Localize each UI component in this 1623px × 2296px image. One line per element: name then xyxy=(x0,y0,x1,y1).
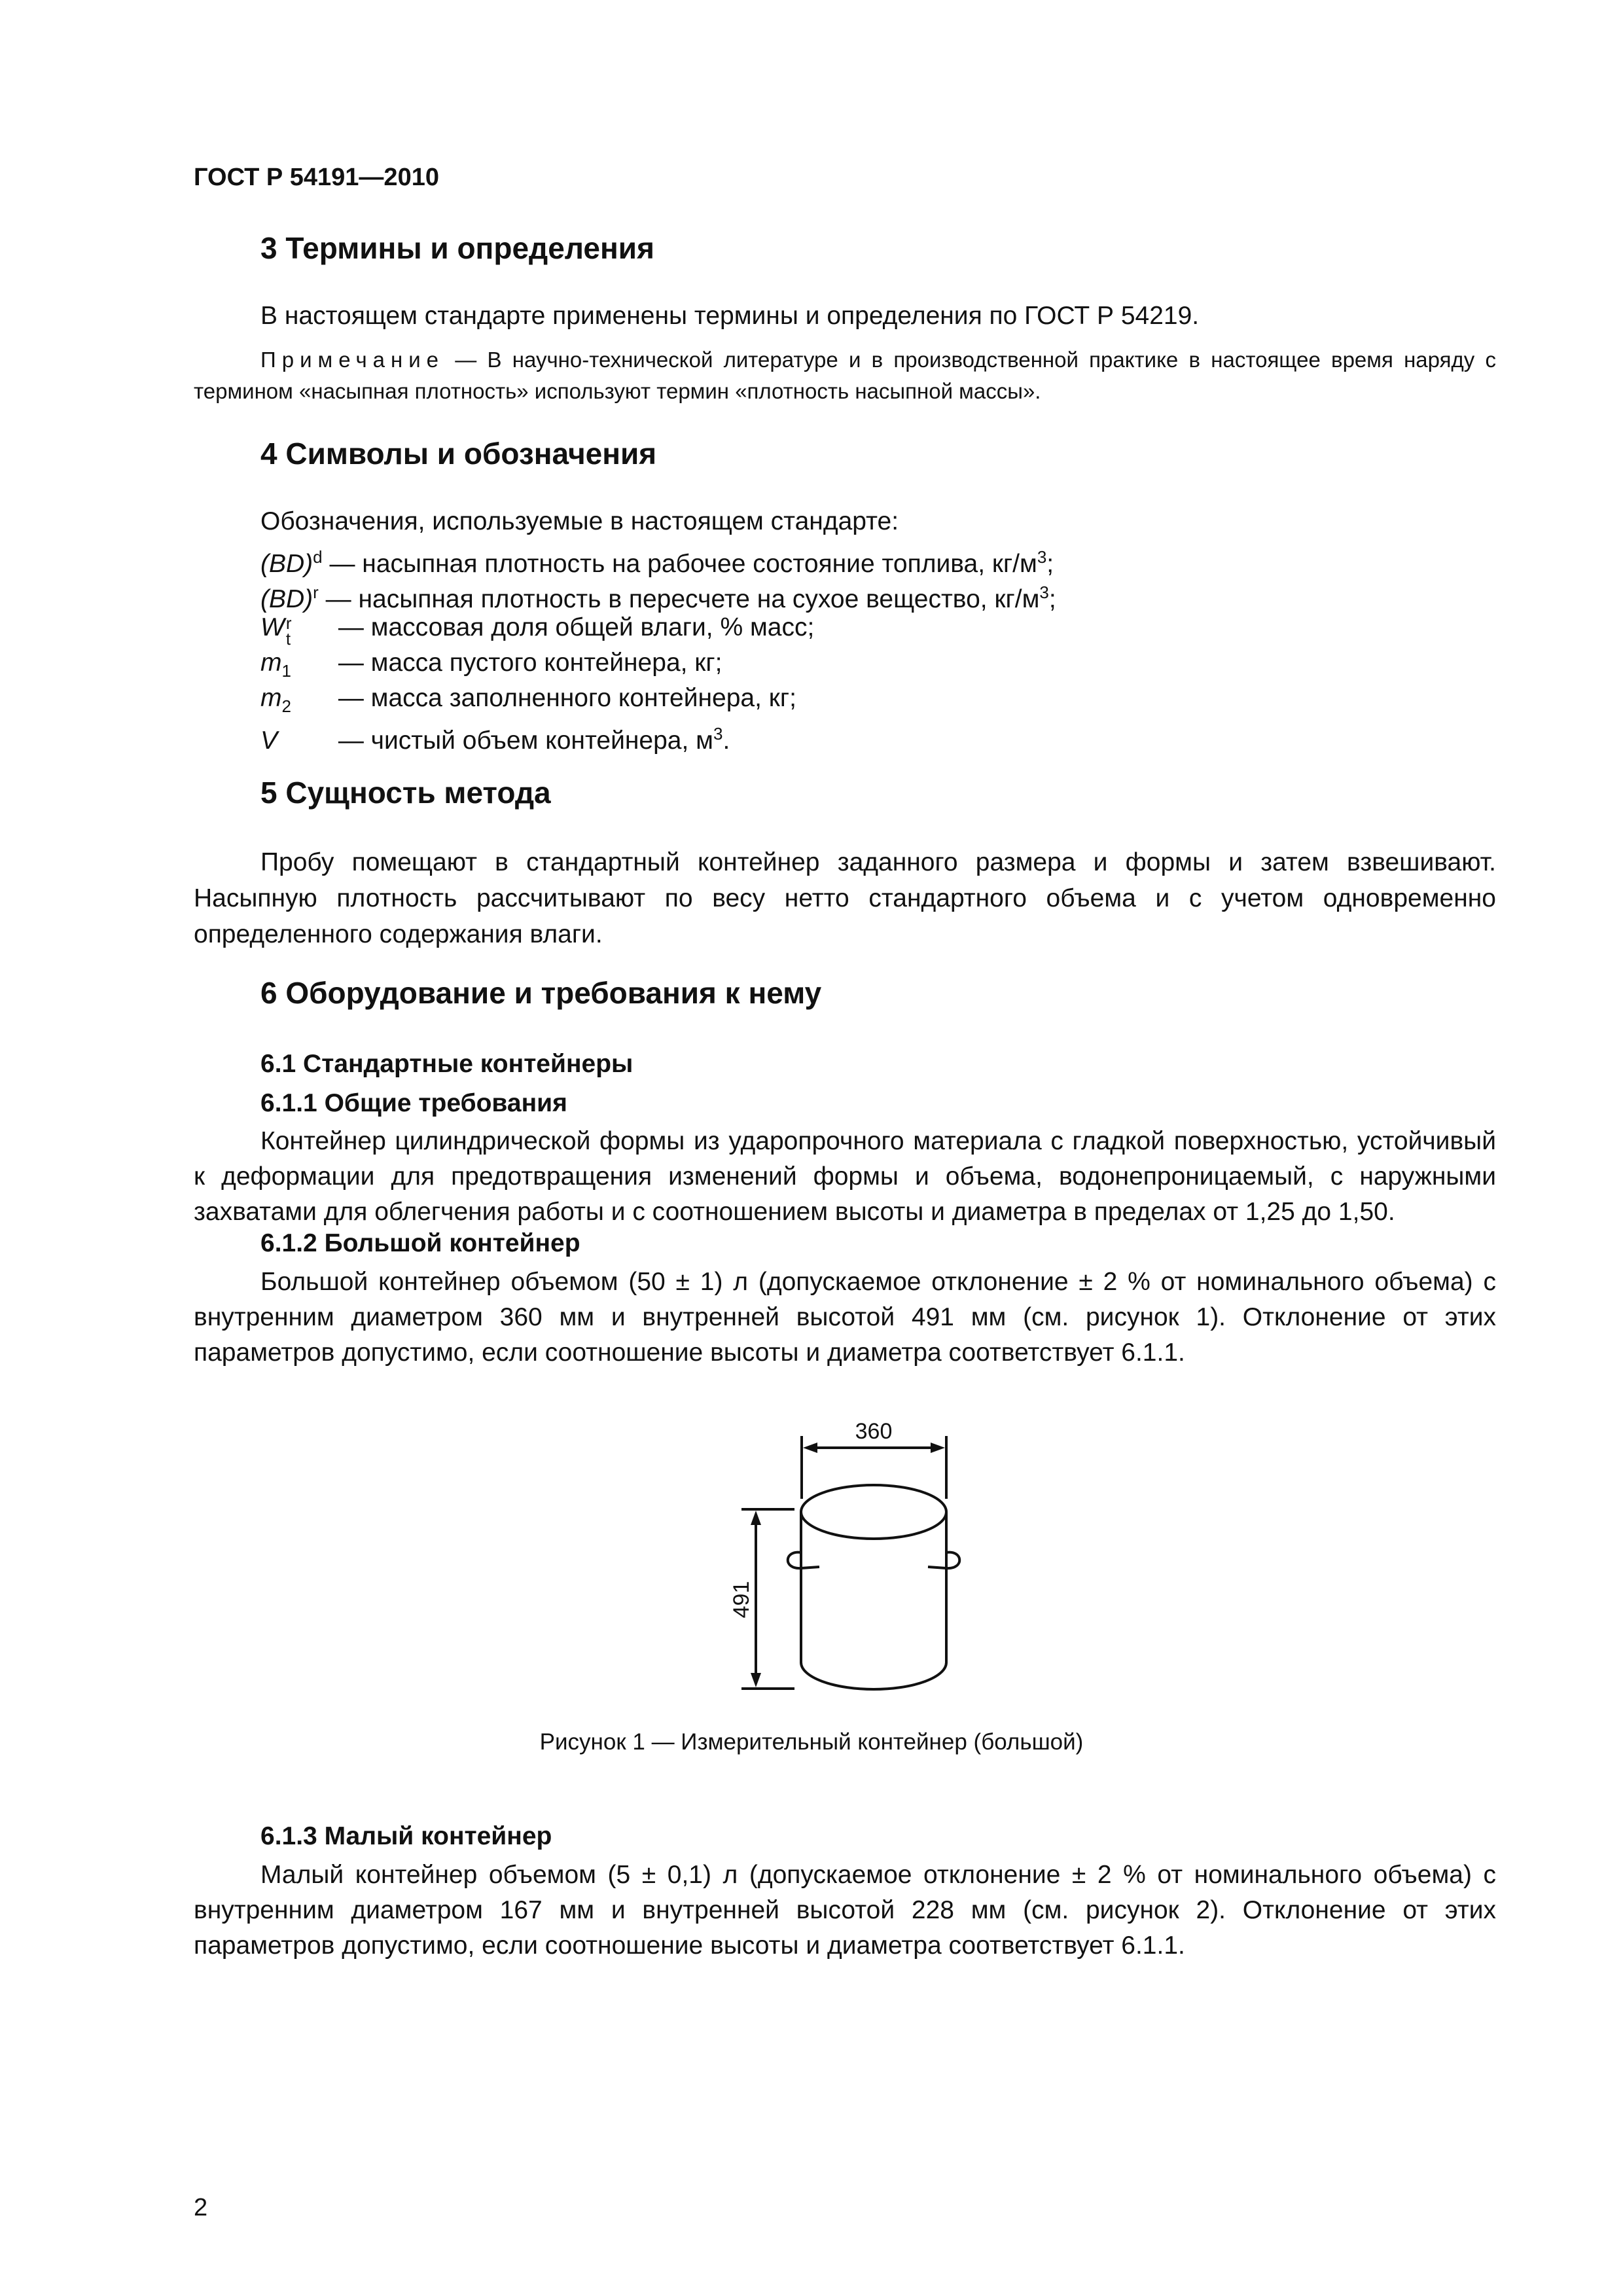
subsection-6-1-2-title: 6.1.2 Большой контейнер xyxy=(260,1229,580,1257)
note-label: Примечание xyxy=(260,348,445,372)
page-number: 2 xyxy=(194,2194,208,2221)
symbol-row: $m_1$ — масса пустого контейнера, кг; xyxy=(260,649,722,681)
subsection-6-1-3-text: Малый контейнер объемом (5 ± 0,1) л (допускаемое отклонение ± 2 % от номинального объема) с внутренним диаметром 167 мм и внутренней высотой 228 мм (см. рисунок 2). Отклонение от этих параметров допустимо, если соотношение высоты и диаметра соответствует 6.1.1. xyxy=(194,1861,1496,1960)
section-4-title: 4 Символы и обозначения xyxy=(260,437,657,471)
symbol-row: $m_2$ — масса заполненного контейнера, кг; xyxy=(260,684,796,716)
section-3-text: В настоящем стандарте применены термины и определения по ГОСТ Р 54219. xyxy=(260,302,1200,330)
symbol-row: (BD)$^r$ — насыпная плотность в пересчете на сухое вещество, $кг/м^3$; xyxy=(260,583,1056,613)
symbol-row: W r t — массовая доля общей влаги, % масс; xyxy=(260,613,815,649)
symbols-intro: Обозначения, используемые в настоящем стандарте: xyxy=(260,507,899,535)
note-text: — В научно-технической литературе и в производственной практике в настоящее время наряду с термином «насыпная плотность» используют термин «плотность насыпной массы». xyxy=(194,348,1496,403)
figure-width-label: 360 xyxy=(855,1419,893,1444)
subsection-6-1-1-text: Контейнер цилиндрической формы из ударопрочного материала с гладкой поверхностью, устойчивый к деформации для предотвращения изменений формы и объема, водонепроницаемый, с наружными захватами для облегчения работы и с соотношением высоты и диаметра в пределах от 1,25 до 1,50. xyxy=(194,1127,1496,1226)
subsection-6-1-1-title: 6.1.1 Общие требования xyxy=(260,1089,567,1117)
symbol-row: (BD)$^d$ — насыпная плотность на рабочее состояние топлива, $кг/м^3$; xyxy=(260,547,1054,578)
subsection-6-1-3-title: 6.1.3 Малый контейнер xyxy=(260,1822,552,1850)
section-6-title: 6 Оборудование и требования к нему xyxy=(260,976,822,1010)
document-code: ГОСТ Р 54191—2010 xyxy=(194,164,439,191)
figure-1-caption: Рисунок 1 — Измерительный контейнер (большой) xyxy=(539,1729,1084,1755)
symbol-row: V — чистый объем контейнера, $м^3$. xyxy=(260,724,730,755)
section-5-title: 5 Сущность метода xyxy=(260,776,551,810)
section-3-title: 3 Термины и определения xyxy=(260,231,654,265)
subsection-6-1-2-text: Большой контейнер объемом (50 ± 1) л (допускаемое отклонение ± 2 % от номинального объема) с внутренним диаметром 360 мм и внутренней высотой 491 мм (см. рисунок 1). Отклонение от этих параметров допустимо, если соотношение высоты и диаметра соответствует 6.1.1. xyxy=(194,1268,1496,1367)
section-5-text: Пробу помещают в стандартный контейнер заданного размера и формы и затем взвешивают. Насыпную плотность рассчитывают по весу нетто стандартного объема и с учетом одновременно определенного содержания влаги. xyxy=(194,848,1496,948)
figure-height-label: 491 xyxy=(729,1581,754,1619)
subsection-6-1-title: 6.1 Стандартные контейнеры xyxy=(260,1050,633,1078)
